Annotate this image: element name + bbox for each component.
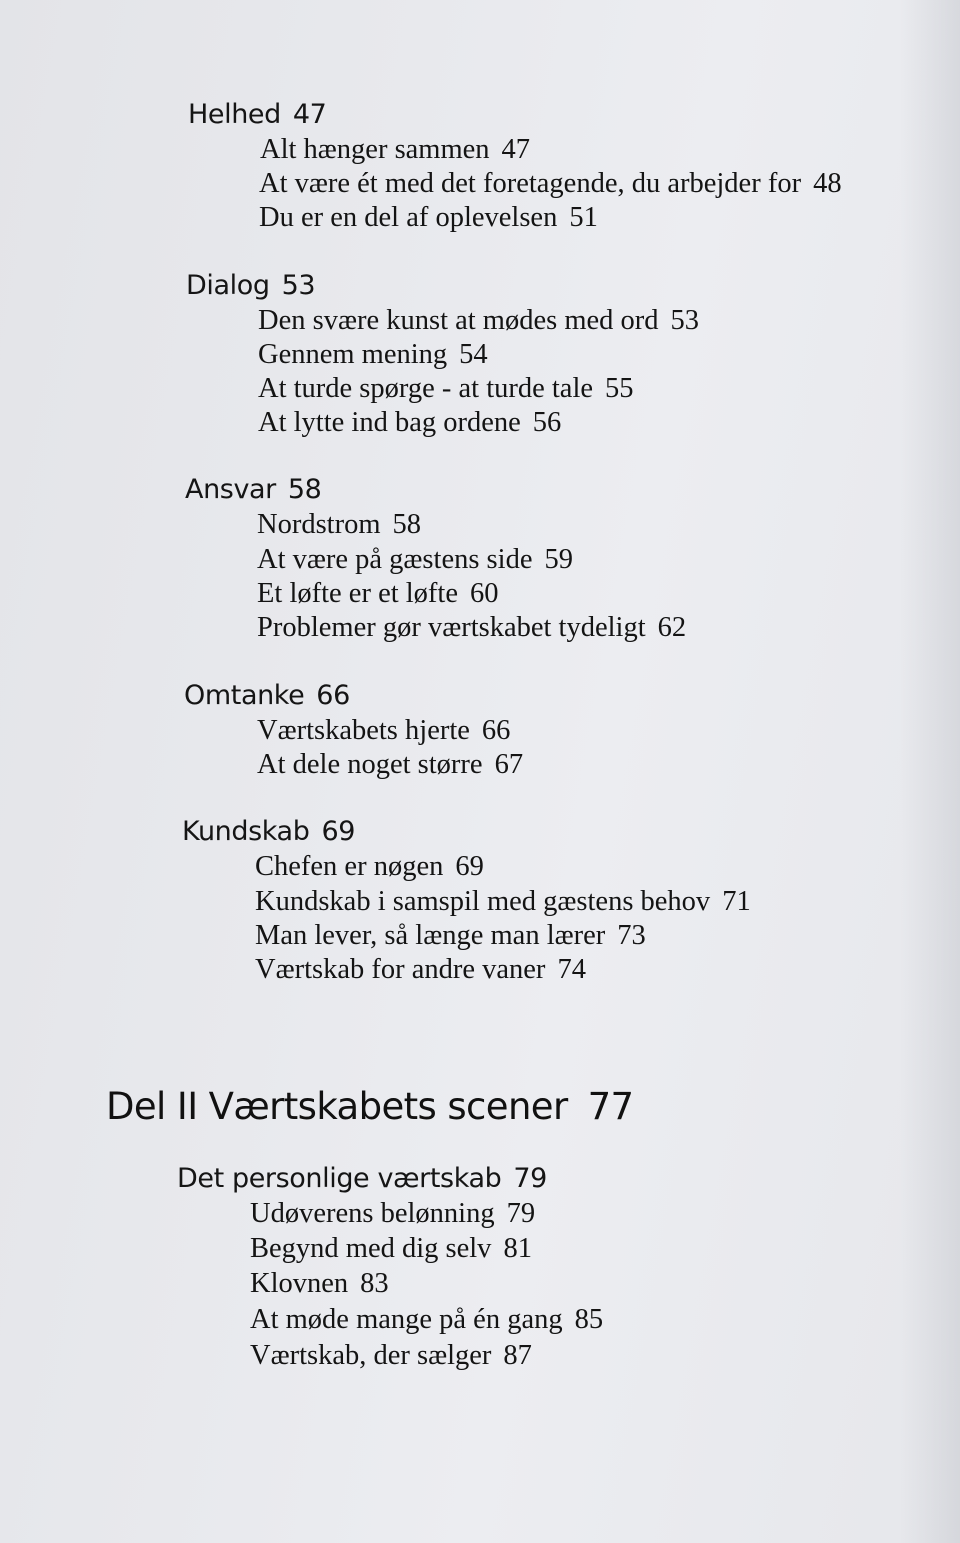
toc-entry: Nordstrom 58	[257, 509, 421, 540]
toc-section-heading: Det personlige værtskab 79	[177, 1163, 547, 1194]
toc-part-heading: Del II Værtskabets scener 77	[106, 1085, 634, 1128]
toc-entry: Den svære kunst at mødes med ord 53	[258, 305, 700, 336]
toc-entry: At møde mange på én gang 85	[250, 1304, 604, 1335]
toc-entry: Gennem mening 54	[258, 339, 488, 370]
toc-entry: Man lever, så længe man lærer 73	[255, 920, 646, 951]
toc-entry: Værtskab, der sælger 87	[250, 1340, 532, 1371]
toc-entry: Udøverens belønning 79	[250, 1198, 536, 1229]
toc-entry: Problemer gør værtskabet tydeligt 62	[257, 612, 687, 643]
toc-section-heading: Ansvar 58	[185, 474, 322, 505]
toc-entry: At være på gæstens side 59	[257, 544, 573, 575]
toc-section-heading: Helhed 47	[188, 99, 327, 130]
toc-section-heading: Omtanke 66	[184, 680, 350, 711]
toc-entry: Et løfte er et løfte 60	[257, 578, 499, 609]
toc-entry: Værtskab for andre vaner 74	[255, 954, 586, 985]
toc-section-heading: Kundskab 69	[182, 816, 355, 847]
toc-entry: Kundskab i samspil med gæstens behov 71	[255, 886, 751, 917]
toc-entry: Chefen er nøgen 69	[255, 851, 484, 882]
toc-entry: Værtskabets hjerte 66	[257, 715, 511, 746]
toc-section-heading: Dialog 53	[186, 270, 316, 301]
toc-entry: Klovnen 83	[250, 1268, 389, 1299]
toc-entry: At lytte ind bag ordene 56	[258, 407, 562, 438]
toc-entry: Begynd med dig selv 81	[250, 1233, 532, 1264]
toc-entry: At dele noget større 67	[257, 749, 524, 780]
toc-entry: At turde spørge - at turde tale 55	[258, 373, 634, 404]
toc-entry: Du er en del af oplevelsen 51	[259, 202, 598, 233]
toc-entry: Alt hænger sammen 47	[260, 134, 531, 165]
toc-entry: At være ét med det foretagende, du arbejder for 48	[259, 168, 842, 199]
